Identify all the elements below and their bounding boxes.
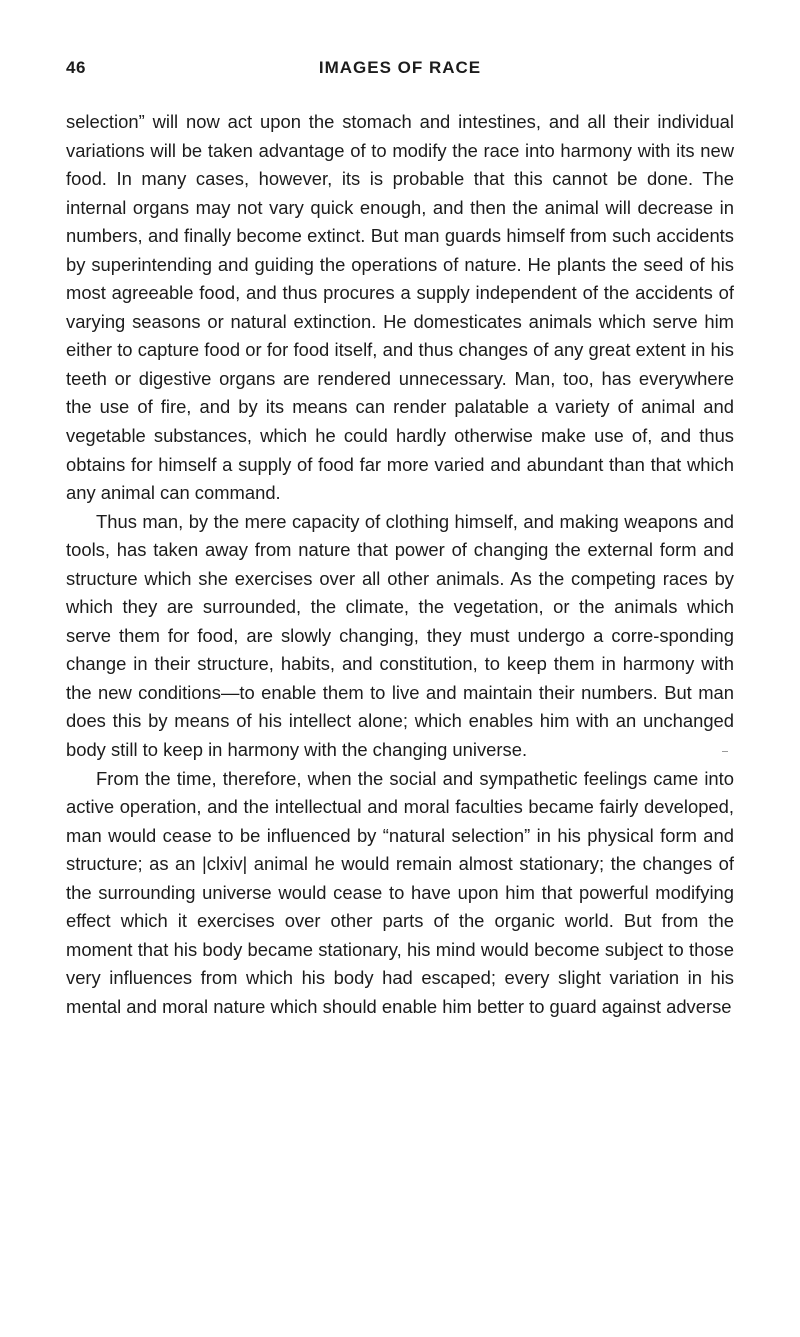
body-text [66, 108, 734, 1022]
margin-hyphen-mark [722, 751, 728, 752]
paragraph: Thus man, by the mere capacity of clothing himself, and making weapons and tools, has taken away from nature that power of changing the external form and structure which she exercises over all other animals. As the competing races by which they are surrounded, the climate, the vegetation, or the animals which serve them for food, are slowly changing, they must undergo a corre-sponding change in their structure, habits, and constitution, to keep them in harmony with the new conditions—to enable them to live and maintain their numbers. But man does this by means of his intellect alone; which enables him with an unchanged body still to keep in harmony with the changing universe. [66, 510, 734, 761]
paragraph: From the time, therefore, when the social and sympathetic feelings came into active operation, and the intellectual and moral faculties became fairly developed, man would cease to be influenced by “natural selection” in his physical form and structure; as an |clxiv| animal he would remain almost stationary; the changes of the surrounding universe would cease to have upon him that powerful modifying effect which it exercises over other parts of the organic world. But from the moment that his body became stationary, his mind would become subject to those very influences from which his body had escaped; every slight variation in his mental and moral nature which should enable him better to guard against adverse [66, 767, 734, 1017]
running-title: IMAGES OF RACE [318, 58, 482, 77]
page-number: 46 [66, 58, 86, 77]
running-head [66, 58, 734, 86]
paragraph: selection” will now act upon the stomach and intestines, and all their individual variations will be taken advantage of to modify the race into harmony with its new food. In many cases, however, its is probable that this cannot be done. The internal organs may not vary quick enough, and then the animal will decrease in numbers, and finally become extinct. But man guards himself from such accidents by superintending and guiding the operations of nature. He plants the seed of his most agreeable food, and thus procures a supply independent of the accidents of varying seasons or natural extinction. He domesticates animals which serve him either to capture food or for food itself, and thus changes of any great extent in his teeth or digestive organs are rendered unnecessary. Man, too, has everywhere the use of fire, and by its means can render palatable a variety of animal and vegetable substances, which he could hardly otherwise make use of, and thus obtains for himself a supply of food far more varied and abundant than that which any animal can command. [66, 111, 734, 504]
